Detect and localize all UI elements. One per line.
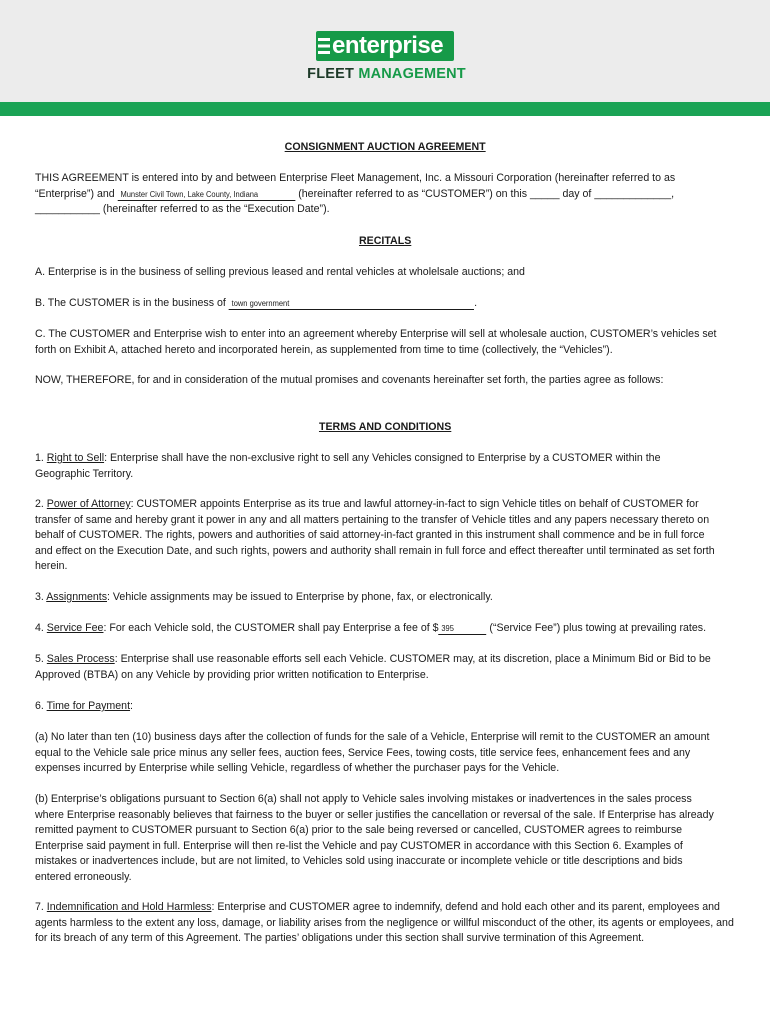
recital-c: C. The CUSTOMER and Enterprise wish to enter into an agreement whereby Enterprise will sell at wholesale auction, CUSTOMER’s vehicles set forth on Exhibit A, attached hereto and incorporated herein, as supplemented from time to time (collectively, the “Vehicles”). — [35, 328, 717, 356]
section-heading: Sales Process — [46, 653, 115, 665]
section-heading: Time for Payment — [46, 700, 131, 712]
customer-name-field: Munster Civil Town, Lake County, Indiana — [118, 190, 296, 201]
section-text: : CUSTOMER appoints Enterprise as its true and lawful attorney-in-fact to sign Vehicle titles on behalf of CUSTOMER for transfer of same and hereby grant it power in any and all matters pertaining to the transfer of Vehicle titles and any papers necessary thereto on behalf of CUSTOMER. The rights, powers and authorities of said attorney-in-fact granted in this instrument shall commence and be in full force and effect on the Execution Date, and such rights, powers and authority shall remain in full force and effect thereafter until terminated as set forth herein. — [35, 498, 715, 572]
customer-business-field: town government — [229, 299, 474, 310]
section-text: : Enterprise shall have the non-exclusive right to sell any Vehicles consigned to Enterprise by a CUSTOMER within the Geographic Territory. — [35, 452, 661, 480]
section-text: : — [130, 700, 133, 712]
logo-text: enterprise — [332, 32, 444, 59]
recital-b-suffix: . — [474, 297, 478, 309]
section-number: 3. — [35, 591, 47, 603]
fleet-word: FLEET — [307, 66, 355, 82]
fleet-management-wordmark — [299, 66, 474, 82]
terms-heading: TERMS AND CONDITIONS — [318, 421, 452, 433]
recital-a: A. Enterprise is in the business of selling previous leased and rental vehicles at wholelsale auctions; and — [35, 266, 525, 278]
section-5 — [35, 652, 731, 683]
section-7 — [35, 900, 735, 947]
intro-text-b: (hereinafter referred to as “CUSTOMER”) on this _____ day of _____________, ___________ (hereinafter referred to as the “Execution Date”). — [35, 187, 675, 215]
section-4 — [35, 621, 735, 637]
section-text-b: (“Service Fee”) plus towing at prevailing rates. — [486, 622, 707, 634]
section-number: 2. — [35, 498, 47, 510]
recital-b-prefix: B. The CUSTOMER is in the business of — [35, 297, 229, 309]
section-number: 6. — [35, 700, 47, 712]
section-heading: Assignments — [46, 591, 108, 603]
page-header — [0, 0, 770, 102]
intro-text-a: THIS AGREEMENT is entered into by and between Enterprise Fleet Management, Inc. a Missouri Corporation (hereinafter referred to as “Enterprise”) and — [35, 172, 676, 200]
section-number: 5. — [35, 653, 47, 665]
section-text: : Enterprise shall use reasonable efforts sell each Vehicle. CUSTOMER may, at its discretion, place a Minimum Bid or Bid to be Approved (BTBA) on any Vehicle by providing prior written notification to Enterprise. — [35, 653, 711, 681]
logo-e-mark-icon — [318, 36, 332, 56]
section-number: 1. — [35, 452, 47, 464]
now-therefore-paragraph: NOW, THEREFORE, for and in consideration of the mutual promises and covenants hereinafter set forth, the parties agree as follows: — [35, 374, 664, 386]
recital-b — [35, 296, 735, 312]
management-word: MANAGEMENT — [358, 66, 466, 82]
section-text: : Enterprise and CUSTOMER agree to indemnify, defend and hold each other and its parent, employees and agents harmless to the extent any loss, damage, or liability arises from the negligence or willful misconduct of the other, its agents or employees, and for its breach of any term of this Agreement. The parties’ obligations under this section shall survive termination of this Agreement. — [35, 901, 734, 944]
header-green-band — [0, 102, 770, 116]
section-6b: (b) Enterprise’s obligations pursuant to Section 6(a) shall not apply to Vehicle sales involving mistakes or inadvertences in the sales process where Enterprise reasonably believes that fairness to the buyer or seller justifies the cancellation or reversal of the sale. If Enterprise has already remitted payment to CUSTOMER pursuant to Section 6(a) prior to the sale being reversed or cancelled, CUSTOMER agrees to reimburse Enterprise said payment in full. Enterprise will then re-list the Vehicle and pay CUSTOMER in accordance with this Section 6. Examples of mistakes or inadvertences include, but are not limited, to Vehicles sold using inaccurate or incomplete vehicle or title descriptions and bids entered erroneously. — [35, 793, 714, 883]
section-3 — [35, 590, 735, 606]
section-1 — [35, 451, 712, 482]
section-heading: Service Fee — [46, 622, 104, 634]
section-text: : Vehicle assignments may be issued to Enterprise by phone, fax, or electronically. — [107, 591, 493, 603]
intro-paragraph — [35, 171, 712, 218]
section-heading: Power of Attorney — [46, 498, 131, 510]
recitals-heading: RECITALS — [358, 235, 412, 247]
section-heading: Indemnification and Hold Harmless — [46, 901, 212, 913]
service-fee-field: 395 — [439, 624, 487, 635]
section-number: 4. — [35, 622, 47, 634]
section-heading: Right to Sell — [46, 452, 105, 464]
section-6 — [35, 699, 735, 715]
enterprise-logo — [316, 31, 454, 61]
document-title: CONSIGNMENT AUCTION AGREEMENT — [284, 141, 486, 153]
section-6a: (a) No later than ten (10) business days after the collection of funds for the sale of a Vehicle, Enterprise will remit to the CUSTOMER an amount equal to the Vehicle sale price minus any seller fees, auction fees, Service Fees, towing costs, title service fees, enhancement fees and any expenses incurred by Enterprise while selling Vehicle, regardless of whether the purchaser pays for the Vehicle. — [35, 731, 710, 774]
section-text-a: : For each Vehicle sold, the CUSTOMER shall pay Enterprise a fee of $ — [103, 622, 439, 634]
section-2 — [35, 497, 721, 575]
section-number: 7. — [35, 901, 47, 913]
